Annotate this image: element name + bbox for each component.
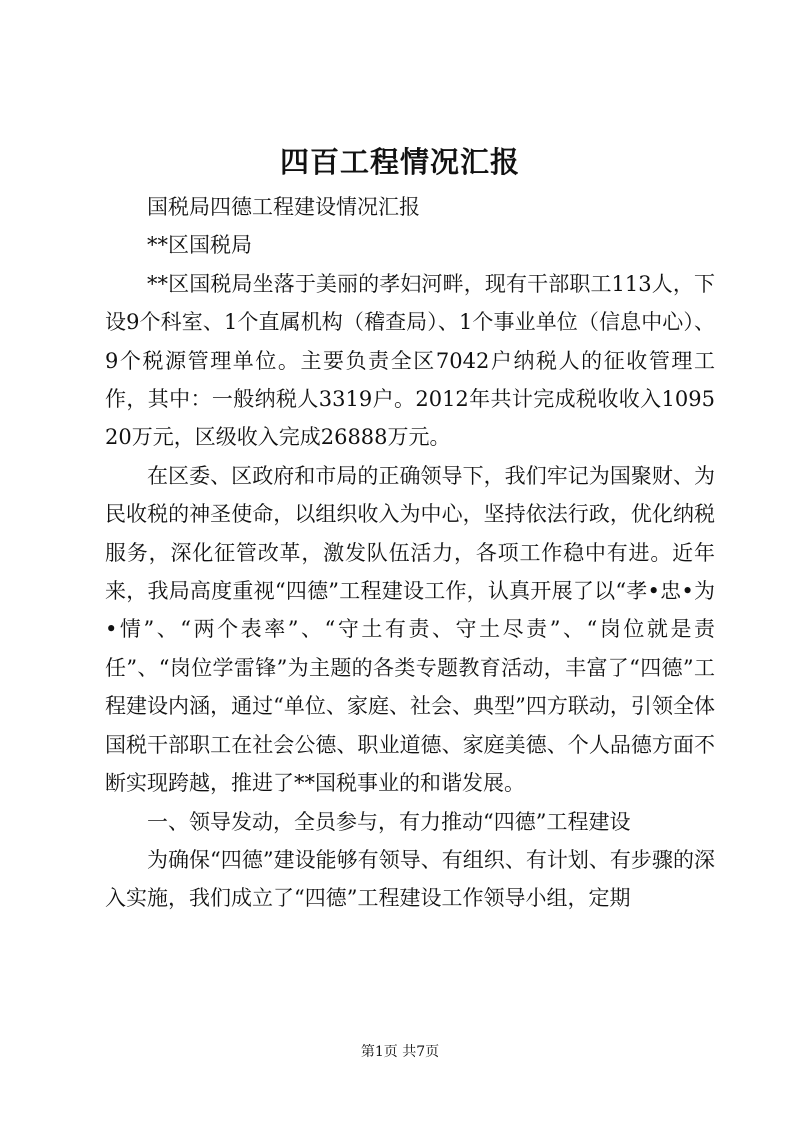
document-body bbox=[105, 188, 715, 918]
subtitle-paragraph: 国税局四德工程建设情况汇报 bbox=[147, 195, 420, 219]
intro-paragraph: **区国税局坐落于美丽的孝妇河畔，现有干部职工113人，下设9个科室、1个直属机构（稽查局）、1个事业单位（信息中心）、9个税源管理单位。主要负责全区7042户纳税人的征收管理工作，其中：一般纳税人3319户。2012年共计完成税收收入109520万元，区级收入完成26888万元。 bbox=[105, 271, 715, 450]
overview-paragraph: 在区委、区政府和市局的正确领导下，我们牢记为国聚财、为民收税的神圣使命，以组织收入为中心，坚持依法行政，优化纳税服务，深化征管改革，激发队伍活力，各项工作稳中有进。近年来，我局高度重视“四德”工程建设工作，认真开展了以“孝•忠•为•情”、“两个表率”、“守土有责、守土尽责”、“岗位就是责任”、“岗位学雷锋”为主题的各类专题教育活动，丰富了“四德”工程建设内涵，通过“单位、家庭、社会、典型”四方联动，引领全体国税干部职工在社会公德、职业道德、家庭美德、个人品德方面不断实现跨越，推进了**国税事业的和谐发展。 bbox=[105, 463, 715, 796]
author-paragraph: **区国税局 bbox=[147, 233, 252, 258]
section-paragraph: 为确保“四德”建设能够有领导、有组织、有计划、有步骤的深入实施，我们成立了“四德”工程建设工作领导小组，定期 bbox=[105, 847, 715, 911]
document-title: 四百工程情况汇报 bbox=[279, 145, 520, 179]
section-heading: 一、领导发动，全员参与，有力推动“四德”工程建设 bbox=[147, 809, 631, 834]
page-footer: 第1页 共7页 bbox=[360, 1044, 440, 1060]
